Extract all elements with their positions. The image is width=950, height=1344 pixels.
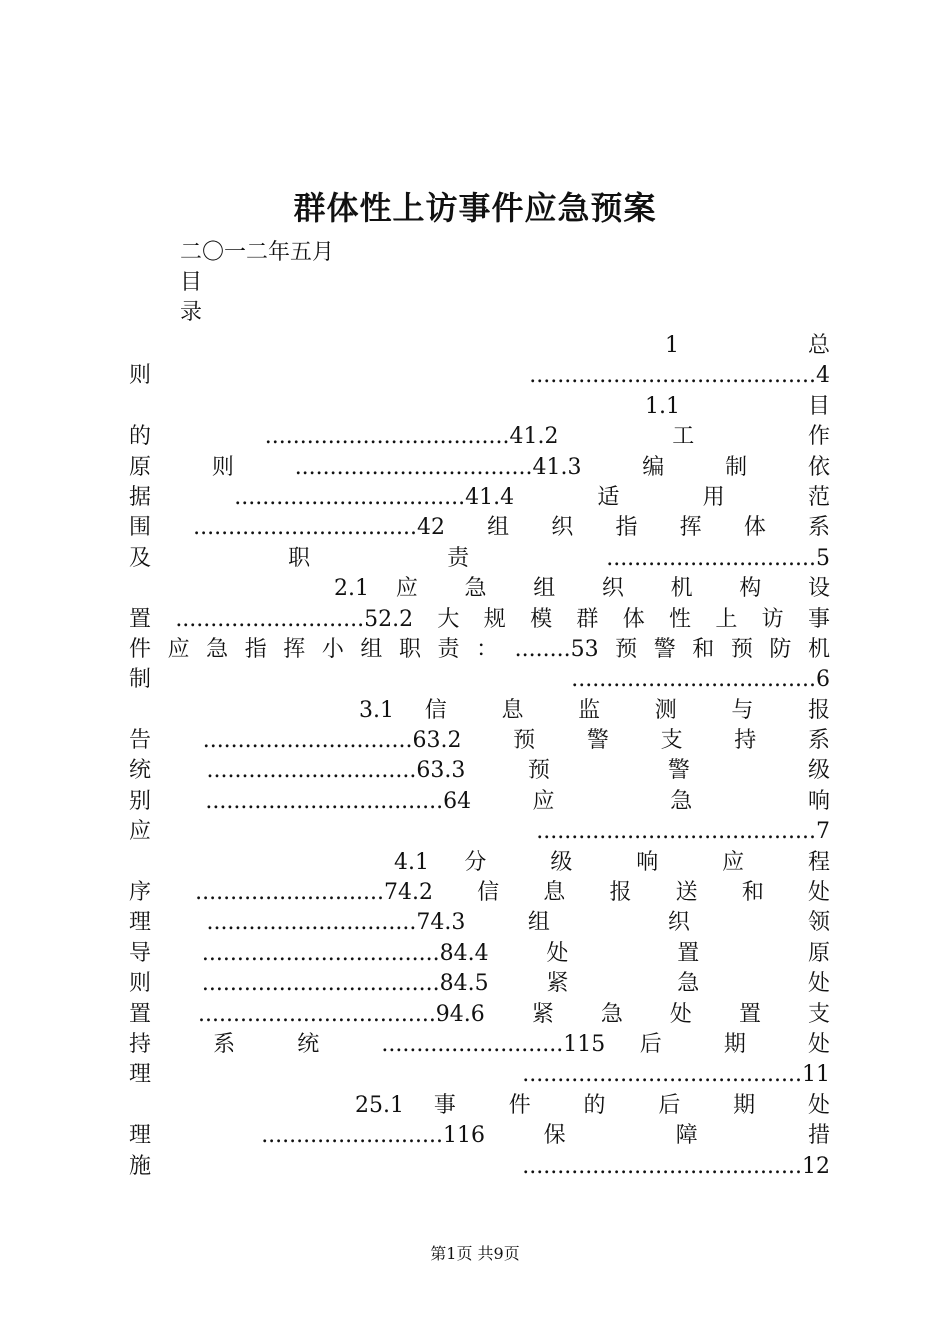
toc-line: 则.........................................4 xyxy=(129,363,830,389)
toc-line: 别..................................64 应 急 响 xyxy=(129,788,830,814)
toc-line: 应........................................7 xyxy=(129,819,830,845)
toc-line: 制...................................6 xyxy=(129,667,830,693)
toc-line: 理 ..........................116 保 障 措 xyxy=(129,1123,830,1149)
toc-line: 施........................................12 xyxy=(129,1153,830,1179)
page-footer: 第1页 共9页 xyxy=(430,1244,520,1263)
toc-line: 的...................................41.2工作 xyxy=(129,424,830,450)
toc-line: 置..................................94.6紧急处置支 xyxy=(129,1001,830,1027)
toc-heading-part-1: 目 xyxy=(180,270,203,295)
toc-heading-part-2: 录 xyxy=(180,300,203,325)
toc-line: 3.1 信 息 监 测 与 报 xyxy=(359,697,830,723)
toc-line: 及职责..............................5 xyxy=(129,545,830,571)
toc-line: 1.1 目 xyxy=(645,393,830,419)
toc-line: 件应急指挥小组职责：........53预警和预防机 xyxy=(129,636,830,662)
toc-line: 理..............................74.3 组 织 领 xyxy=(129,910,830,936)
toc-line: 导..................................84.4 处 置 原 xyxy=(129,940,830,966)
toc-line: 统..............................63.3 预 警 级 xyxy=(129,758,830,784)
toc-line: 2.1 应 急 组 织 机 构 设 xyxy=(334,576,830,602)
toc-line: 则..................................84.5 紧 急 处 xyxy=(129,971,830,997)
toc-line: 告..............................63.2预警支持系 xyxy=(129,728,830,754)
toc-line: 持 系 统 ..........................115 后 期 处 xyxy=(129,1031,830,1057)
toc-line: 1 总 xyxy=(665,333,830,358)
toc-line: 据.................................41.4适用范 xyxy=(129,484,830,510)
toc-line: 理........................................11 xyxy=(129,1062,830,1088)
table-of-contents xyxy=(129,331,830,1182)
toc-line: 4.1 分 级 响 应 程 xyxy=(394,849,830,875)
toc-line: 25.1 事 件 的 后 期 处 xyxy=(355,1092,830,1118)
toc-line: 序...........................74.2信息报送和处 xyxy=(129,880,830,906)
document-date: 二〇一二年五月 xyxy=(180,240,335,265)
toc-line: 置...........................52.2大规模群体性上访事 xyxy=(129,606,830,632)
toc-line: 围................................42组织指挥体系 xyxy=(129,515,830,541)
document-title: 群体性上访事件应急预案 xyxy=(293,189,657,227)
toc-line: 原则..................................41.3编制依 xyxy=(129,454,830,480)
